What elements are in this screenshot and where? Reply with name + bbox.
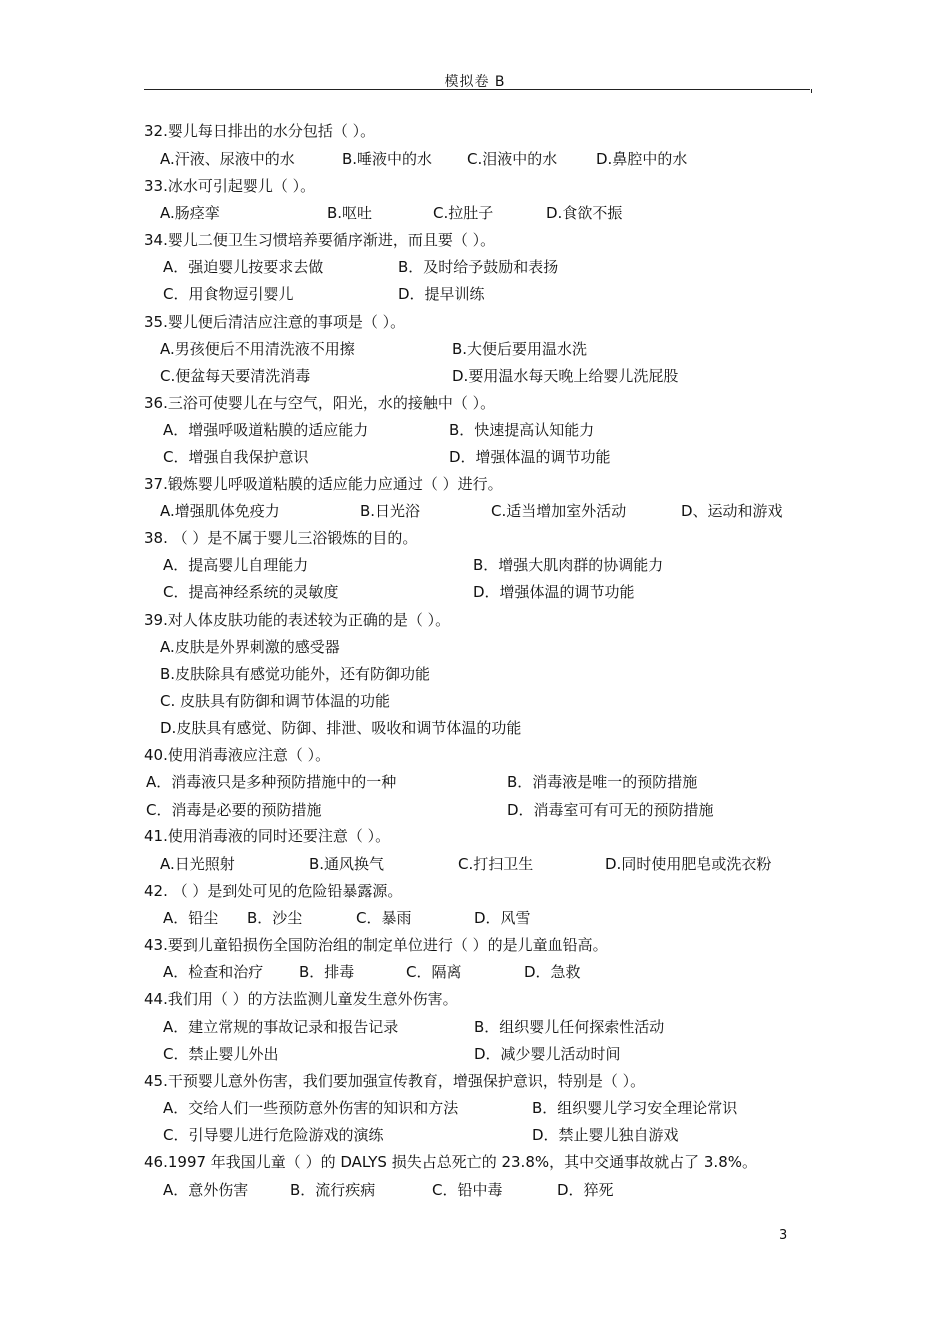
question-38-option-d: D．增强体温的调节功能	[473, 583, 635, 601]
question-33-option-d: D.食欲不振	[546, 204, 623, 222]
question-stem-46: 46.1997 年我国儿童（ ）的 DALYS 损失占总死亡的 23.8%，其中交通事故就占了 3.8%。	[144, 1153, 757, 1171]
question-46-option-a: A．意外伤害	[163, 1181, 249, 1199]
question-40-option-b: B．消毒液是唯一的预防措施	[507, 773, 698, 791]
question-41-option-c: C.打扫卫生	[458, 855, 534, 873]
question-44-option-d: D．减少婴儿活动时间	[474, 1045, 621, 1063]
question-stem-38: 38. （ ）是不属于婴儿三浴锻炼的目的。	[144, 529, 418, 547]
question-44-option-c: C．禁止婴儿外出	[163, 1045, 279, 1063]
question-38-option-a: A．提高婴儿自理能力	[163, 556, 309, 574]
question-35-option-d: D.要用温水每天晚上给婴儿洗屁股	[452, 367, 679, 385]
question-34-option-b: B．及时给予鼓励和表扬	[398, 258, 559, 276]
question-39-option-b: B.皮肤除具有感觉功能外，还有防御功能	[160, 665, 431, 683]
question-stem-37: 37.锻炼婴儿呼吸道粘膜的适应能力应通过（ ）进行。	[144, 475, 503, 493]
question-stem-44: 44.我们用（ ）的方法监测儿童发生意外伤害。	[144, 990, 458, 1008]
question-stem-33: 33.冰水可引起婴儿（ ）。	[144, 177, 316, 195]
question-38-option-b: B．增强大肌肉群的协调能力	[473, 556, 664, 574]
question-36-option-c: C．增强自我保护意识	[163, 448, 309, 466]
question-33-option-a: A.肠痉挛	[160, 204, 220, 222]
question-stem-34: 34.婴儿二便卫生习惯培养要循序渐进，而且要（ ）。	[144, 231, 496, 249]
question-32-option-b: B.唾液中的水	[342, 150, 433, 168]
page-header-title: 模拟卷 B	[444, 74, 506, 90]
question-37-option-a: A.增强肌体免疫力	[160, 502, 280, 520]
question-42-option-b: B．沙尘	[247, 909, 303, 927]
question-32-option-a: A.汗液、尿液中的水	[160, 150, 295, 168]
question-stem-42: 42. （ ）是到处可见的危险铅暴露源。	[144, 882, 403, 900]
question-38-option-c: C．提高神经系统的灵敏度	[163, 583, 339, 601]
question-42-option-d: D．风雪	[474, 909, 531, 927]
question-37-option-b: B.日光浴	[360, 502, 421, 520]
question-39-option-c: C. 皮肤具有防御和调节体温的功能	[160, 692, 391, 710]
question-46-option-d: D．猝死	[557, 1181, 614, 1199]
question-45-option-d: D．禁止婴儿独自游戏	[532, 1126, 679, 1144]
question-41-option-a: A.日光照射	[160, 855, 235, 873]
question-36-option-a: A．增强呼吸道粘膜的适应能力	[163, 421, 369, 439]
question-32-option-d: D.鼻腔中的水	[596, 150, 688, 168]
question-37-option-d: D、运动和游戏	[681, 502, 783, 520]
question-43-option-b: B．排毒	[299, 963, 355, 981]
question-40-option-c: C．消毒是必要的预防措施	[146, 801, 322, 819]
question-32-option-c: C.泪液中的水	[467, 150, 558, 168]
question-39-option-a: A.皮肤是外界刺激的感受器	[160, 638, 340, 656]
question-33-option-b: B.呕吐	[327, 204, 373, 222]
page-number: 3	[779, 1228, 788, 1243]
question-40-option-d: D．消毒室可有可无的预防措施	[507, 801, 714, 819]
question-43-option-c: C．隔离	[406, 963, 462, 981]
question-41-option-b: B.通风换气	[309, 855, 385, 873]
question-43-option-d: D．急救	[524, 963, 581, 981]
question-44-option-b: B．组织婴儿任何探索性活动	[474, 1018, 665, 1036]
question-45-option-b: B．组织婴儿学习安全理论常识	[532, 1099, 738, 1117]
question-stem-35: 35.婴儿便后清洁应注意的事项是（ ）。	[144, 313, 406, 331]
question-stem-36: 36.三浴可使婴儿在与空气，阳光，水的接触中（ ）。	[144, 394, 496, 412]
question-stem-43: 43.要到儿童铅损伤全国防治组的制定单位进行（ ）的是儿童血铅高。	[144, 936, 608, 954]
question-37-option-c: C.适当增加室外活动	[491, 502, 627, 520]
question-35-option-a: A.男孩便后不用清洗液不用擦	[160, 340, 355, 358]
question-33-option-c: C.拉肚子	[433, 204, 494, 222]
question-45-option-a: A．交给人们一些预防意外伤害的知识和方法	[163, 1099, 459, 1117]
question-46-option-b: B．流行疾病	[290, 1181, 376, 1199]
question-42-option-c: C．暴雨	[356, 909, 412, 927]
question-39-option-d: D.皮肤具有感觉、防御、排泄、吸收和调节体温的功能	[160, 719, 522, 737]
question-stem-40: 40.使用消毒液应注意（ ）。	[144, 746, 331, 764]
question-stem-39: 39.对人体皮肤功能的表述较为正确的是（ ）。	[144, 611, 451, 629]
question-40-option-a: A．消毒液只是多种预防措施中的一种	[146, 773, 397, 791]
question-stem-32: 32.婴儿每日排出的水分包括（ ）。	[144, 122, 376, 140]
question-43-option-a: A．检查和治疗	[163, 963, 264, 981]
question-35-option-b: B.大便后要用温水洗	[452, 340, 588, 358]
question-42-option-a: A．铅尘	[163, 909, 219, 927]
question-stem-45: 45.干预婴儿意外伤害，我们要加强宣传教育，增强保护意识，特别是（ ）。	[144, 1072, 646, 1090]
question-stem-41: 41.使用消毒液的同时还要注意（ ）。	[144, 827, 391, 845]
question-46-option-c: C．铅中毒	[432, 1181, 503, 1199]
question-45-option-c: C．引导婴儿进行危险游戏的演练	[163, 1126, 384, 1144]
question-36-option-d: D．增强体温的调节功能	[449, 448, 611, 466]
question-34-option-d: D．提早训练	[398, 285, 485, 303]
question-34-option-a: A．强迫婴儿按要求去做	[163, 258, 324, 276]
question-35-option-c: C.便盆每天要清洗消毒	[160, 367, 311, 385]
question-36-option-b: B．快速提高认知能力	[449, 421, 595, 439]
header-divider	[144, 89, 810, 90]
question-44-option-a: A．建立常规的事故记录和报告记录	[163, 1018, 399, 1036]
question-41-option-d: D.同时使用肥皂或洗衣粉	[605, 855, 772, 873]
question-34-option-c: C．用食物逗引婴儿	[163, 285, 294, 303]
